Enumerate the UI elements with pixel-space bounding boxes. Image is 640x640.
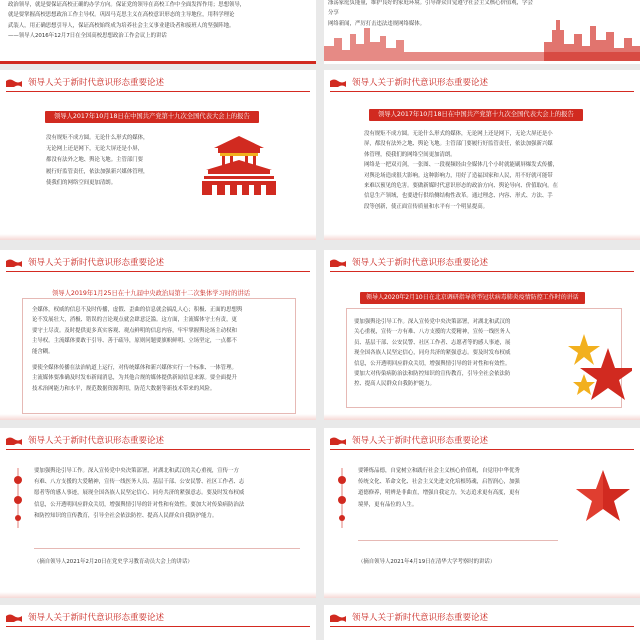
- text-line: 道德修养，明辨是非曲直，增强自我定力，矢志追求更有高度，更有: [358, 490, 520, 497]
- text-line: 无论网上还是网下，无论大屏还是小屏，: [46, 146, 144, 153]
- source-note: （摘自领导人2021年4月19日在清华大学考察时的讲话）: [358, 559, 496, 565]
- slide-collective-study[interactable]: [0, 250, 316, 420]
- slide-header: [0, 250, 316, 272]
- divider: [34, 548, 300, 549]
- slide-title: 领导人关于新时代意识形态重要论述: [28, 436, 165, 446]
- header-rule: [330, 626, 634, 627]
- slide-title: 领导人关于新时代意识形态重要论述: [352, 258, 489, 268]
- header-rule: [330, 449, 634, 450]
- text-line: 要加强舆论引导工作。深入宣传党中央决策部署，对湖北和武汉的: [354, 319, 511, 325]
- slide-party-history[interactable]: [0, 428, 316, 598]
- flag-icon: [330, 258, 346, 267]
- header-rule: [6, 626, 310, 627]
- slide-title: 领导人关于新时代意识形态重要论述: [28, 78, 165, 88]
- bottom-fade: [324, 234, 640, 240]
- text-line: 武装人，用正确思想引导人，保证高校始终成为培养社会主义事业建设者和接班人的坚强阵地。: [8, 22, 235, 29]
- slide-header: [324, 70, 640, 92]
- text-line: 段等创新，使正面宣传质量和水平有一个明显提高。: [364, 203, 488, 210]
- text-line: 就是要掌握高校思想政治工作主导权。巩固马克思主义在高校意识形态的主导地位，用科学理论: [8, 12, 235, 19]
- text-line: 全媒体，权威的信息不及时传播，虚假、歪曲的信息就会搞乱人心；积极、正面的思想舆: [32, 307, 243, 313]
- flag-icon: [330, 436, 346, 445]
- text-line: 使我们的网络空间更加清朗。: [46, 179, 117, 186]
- text-line: 要加大对传染病防治法和防控知识的宣传教育，引导全社会依法防: [354, 371, 511, 378]
- slide-top-left[interactable]: [0, 0, 316, 64]
- text-line: 政治领导，就是要保证高校正确的办学方向。保证党的领导在高校工作中全面发挥作用；思想领导，: [8, 2, 246, 8]
- text-line: 履行好监管责任，依法加强新兴媒体管理，: [46, 168, 149, 175]
- text-line: 员、基层干部、公安民警、社区工作者、志愿者等的感人事迹，展: [354, 339, 511, 346]
- text-line: 对舆论场造成很大影响。这种影响力，用好了造福国家和人民，用不好就可能带: [364, 172, 553, 179]
- slide-header: [324, 428, 640, 450]
- bottom-fade: [324, 592, 640, 598]
- slide-beijing-research[interactable]: [324, 250, 640, 420]
- quote-text: [34, 466, 314, 522]
- slide-bottom-right[interactable]: [324, 605, 640, 640]
- header-rule: [6, 449, 310, 450]
- text-line: 愿者等的感人事迹，展现全国各族人民坚定信心、同舟共济的紧强意志。要及时发布权威: [34, 490, 245, 497]
- bottom-fade: [0, 592, 316, 598]
- speech-banner: 领导人2017年10月18日在中国共产党第十九次全国代表大会上的报告: [45, 111, 259, 123]
- bottom-fade: [324, 414, 640, 420]
- text-line: 和防控知识的宣传教育，引导全社会依法防控、提高人民群众自我防护能力。: [34, 512, 218, 519]
- slide-title: 领导人关于新时代意识形态重要论述: [28, 613, 165, 623]
- text-line: 没有规矩不成方圆。无论什么形式的媒体，无论网上还是网下，无论大屏还是小: [364, 131, 553, 137]
- header-rule: [330, 271, 634, 272]
- text-line: 来难以预见的危害。要做新媒时代意识形态的政治方向、舆论导向、价值取向。在: [364, 183, 559, 190]
- slide-tsinghua[interactable]: [324, 428, 640, 598]
- text-line: 没有规矩不成方圆。无论什么形式的媒体，: [46, 135, 149, 141]
- quote-text: [32, 305, 292, 394]
- bottom-strip: [0, 61, 316, 64]
- bottom-fade: [0, 414, 316, 420]
- flag-icon: [330, 78, 346, 87]
- flag-icon: [6, 436, 22, 445]
- text-line: 要加强舆论引导工作。深入宣传党中央决策部署，对湖北和武汉的关心重视，宣传一方: [34, 468, 239, 474]
- bottom-fade: [0, 234, 316, 240]
- text-line: 技术治网能力和水平，规范数据资源利用，防范大数据等新技术带来的风险。: [32, 385, 216, 392]
- text-line: 能含糊。: [32, 348, 54, 355]
- text-line: ——领导人2016年12月7日在全国高校思想政治工作会议上的讲话: [8, 33, 167, 40]
- quote-text: [358, 466, 568, 511]
- text-line: 网络新闻，严厉打击违法违规网络媒体。: [328, 20, 426, 27]
- quote-text: [354, 317, 554, 390]
- header-rule: [6, 91, 310, 92]
- text-line: 主流媒体要准确及时发布新闻消息，为其他合规的媒体提供新闻信息来源。要全面提升: [32, 375, 237, 382]
- text-line: 传统文化、革命文化、社会主义先进文化培根铸魂，启智润心，加强: [358, 479, 520, 486]
- slide-tiananmen[interactable]: [0, 70, 316, 240]
- quote-text: [46, 133, 196, 189]
- text-line: 信息，公开透明回应群众关切，增强舆情引导的针对性和有效性。要加大对传染病防治法: [34, 501, 245, 508]
- speech-heading: 领导人2019年1月25日在十九届中央政治局第十二次集体学习时的讲话: [52, 290, 251, 297]
- slide-header: [0, 605, 316, 627]
- text-line: 主导权。主流媒体要敢于引导、善于疏导，原则问题要旗帜鲜明、立场坚定，一点都不: [32, 338, 237, 345]
- header-rule: [6, 271, 310, 272]
- slide-header: [0, 70, 316, 92]
- flag-icon: [6, 613, 22, 622]
- text-line: 有难、八方支援的大爱精神，宣传一线医务人员、基层干部、公安民警、社区工作者、志: [34, 479, 245, 486]
- tiananmen-icon: [200, 134, 278, 200]
- slide-text: [8, 0, 308, 42]
- text-line: 都没有法外之地、舆论飞地。主管部门要: [46, 157, 144, 164]
- text-line: 涤荡家庭负能量，维护良好的家庭环境。引导群众自觉遵守社会主义核心价值观，学会分享: [328, 0, 533, 17]
- divider: [358, 540, 558, 541]
- text-line: 要使全媒体传播在法治轨道上运行，对传统媒体和新兴媒体实行一个标准、一体管理。: [32, 365, 237, 372]
- quote-text: [364, 129, 639, 212]
- slide-title: 领导人关于新时代意识形态重要论述: [352, 613, 489, 623]
- header-rule: [330, 91, 634, 92]
- text-line: 要守土尽责。及时提供更多真实客观、观点鲜明的信息内容，牢牢掌握舆论场主动权和: [32, 327, 237, 334]
- speech-banner: 领导人2017年10月18日在中国共产党第十九次全国代表大会上的报告: [369, 109, 583, 121]
- slide-title: 领导人关于新时代意识形态重要论述: [352, 78, 489, 88]
- slide-title: 领导人关于新时代意识形态重要论述: [28, 258, 165, 268]
- text-line: 控、提高人民群众自我防护能力。: [354, 381, 435, 388]
- flag-icon: [330, 613, 346, 622]
- flag-icon: [6, 258, 22, 267]
- text-line: 现全国各族人民坚定信心，同舟共济的紧强意志。要及时发布权威: [354, 350, 511, 357]
- speech-banner: 领导人2020年2月10日在北京调研指导新型冠状病毒肺炎疫情防控工作时的讲话: [360, 292, 585, 304]
- slide-header: [0, 428, 316, 450]
- source-note: （摘自领导人2021年2月20日在党史学习教育动员大会上的讲话）: [34, 559, 193, 565]
- text-line: 信息生产领域，也要进行供给侧结构性改革。通过理念、内容、形式、方法、手: [364, 193, 553, 200]
- text-line: 要锤炼品德，自觉树立和践行社会主义核心价值观，自觉用中华优秀: [358, 468, 520, 474]
- text-line: 信息，公开透明回应群众关切，增强舆情引导的针对性和有效性。: [354, 360, 511, 367]
- slide-header: [324, 250, 640, 272]
- red-star-icon: [574, 468, 632, 526]
- slide-title: 领导人关于新时代意识形态重要论述: [352, 436, 489, 446]
- lantern-ornament-icon: [12, 468, 24, 528]
- text-line: 网络是一把双刃剑，一张图、一段视频经由全媒体几个小时就能刷屏爆发式传播，: [364, 162, 559, 169]
- text-line: 体管理，使我们的网络空间更加清朗。: [364, 151, 456, 158]
- flag-icon: [6, 78, 22, 87]
- city-skyline-icon: [324, 16, 640, 61]
- slide-report[interactable]: [324, 70, 640, 240]
- text-line: 境界，更有品位的人生。: [358, 501, 418, 508]
- text-line: 屏，都没有法外之地、舆论飞地。主管部门要履行好监管责任，依法加强新兴媒: [364, 141, 553, 148]
- slide-top-right[interactable]: [324, 0, 640, 64]
- lantern-ornament-icon: [336, 468, 348, 528]
- gold-stars-icon: [562, 330, 632, 400]
- slide-bottom-left[interactable]: [0, 605, 316, 640]
- text-line: 关心重视，宣传一方有难、八方支援的大爱精神，宣传一线医务人: [354, 329, 511, 336]
- text-line: 论不发展壮大，消极、错误的言论观点就会肆意泛滥。这方面，主流媒体守土有责，更: [32, 317, 237, 324]
- slide-header: [324, 605, 640, 627]
